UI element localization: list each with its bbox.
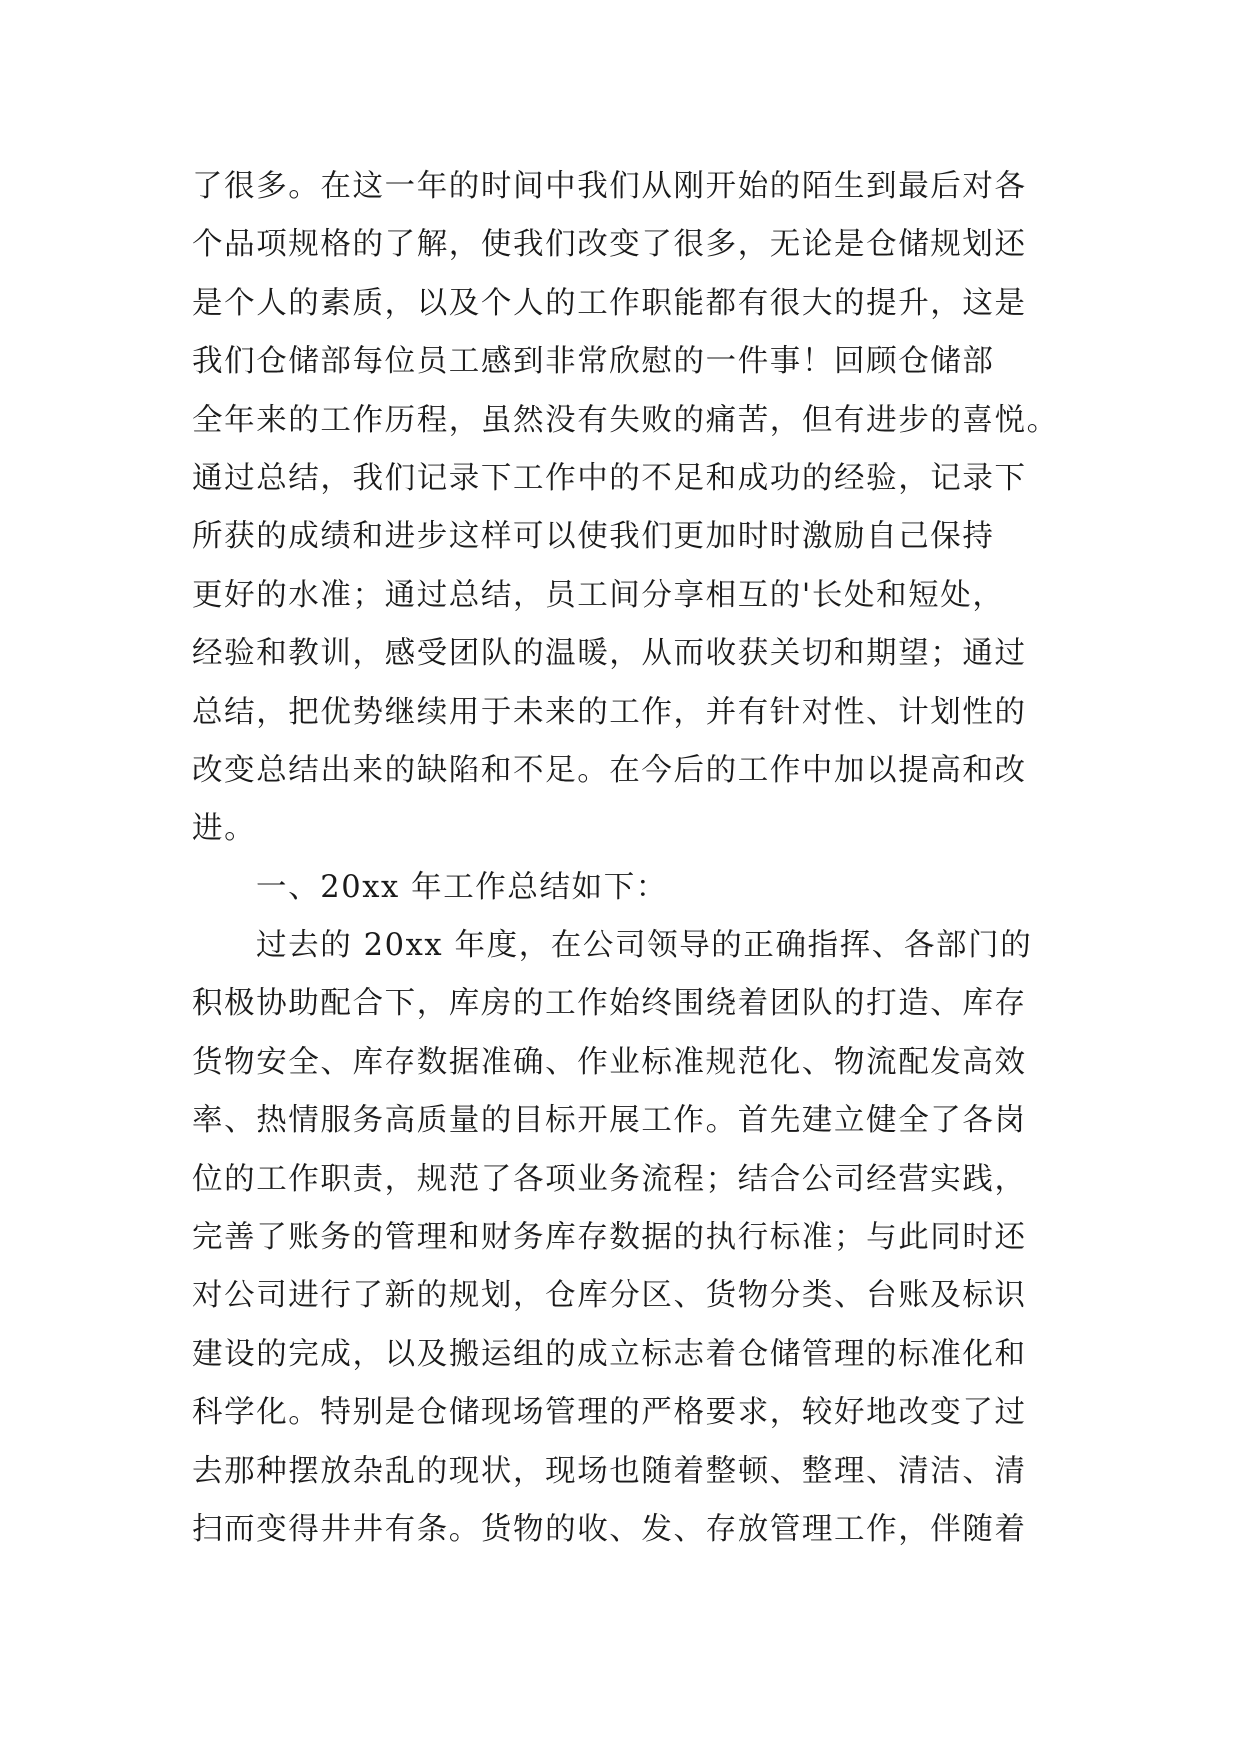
paragraph-first-line: 过去的 20xx 年度，在公司领导的正确指挥、各部门的 — [256, 928, 1033, 964]
text-line: 我们仓储部每位员工感到非常欣慰的一件事！回顾仓储部 — [192, 344, 995, 380]
document-body — [192, 158, 1082, 1559]
text-line: 积极协助配合下，库房的工作始终围绕着团队的打造、库存 — [192, 986, 1027, 1022]
text-line: 个品项规格的了解，使我们改变了很多，无论是仓储规划还 — [192, 227, 1027, 263]
text-line: 是个人的素质，以及个人的工作职能都有很大的提升，这是 — [192, 285, 1027, 321]
text-line: 建设的完成，以及搬运组的成立标志着仓储管理的标准化和 — [192, 1336, 1027, 1372]
text-line: 改变总结出来的缺陷和不足。在今后的工作中加以提高和改 — [192, 752, 1027, 788]
text-line: 更好的水准；通过总结，员工间分享相互的'长处和短处， — [192, 577, 1005, 613]
text-line: 进。 — [192, 811, 257, 847]
text-line: 经验和教训，感受团队的温暖，从而收获关切和期望；通过 — [192, 636, 1027, 672]
text-line: 货物安全、库存数据准确、作业标准规范化、物流配发高效 — [192, 1044, 1027, 1080]
text-line: 科学化。特别是仓储现场管理的严格要求，较好地改变了过 — [192, 1395, 1027, 1431]
text-line: 率、热情服务高质量的目标开展工作。首先建立健全了各岗 — [192, 1103, 1027, 1139]
text-line: 全年来的工作历程，虽然没有失败的痛苦，但有进步的喜悦。 — [192, 402, 1059, 438]
section-heading: 一、20xx 年工作总结如下： — [256, 869, 668, 905]
text-line: 对公司进行了新的规划，仓库分区、货物分类、台账及标识 — [192, 1278, 1027, 1314]
text-line: 总结，把优势继续用于未来的工作，并有针对性、计划性的 — [192, 694, 1027, 730]
text-line: 完善了账务的管理和财务库存数据的执行标准；与此同时还 — [192, 1220, 1027, 1256]
text-line: 位的工作职责，规范了各项业务流程；结合公司经营实践， — [192, 1161, 1027, 1197]
text-line: 所获的成绩和进步这样可以使我们更加时时激励自己保持 — [192, 519, 995, 555]
text-line: 通过总结，我们记录下工作中的不足和成功的经验，记录下 — [192, 460, 1027, 496]
text-line: 去那种摆放杂乱的现状，现场也随着整顿、整理、清洁、清 — [192, 1453, 1027, 1489]
text-line: 扫而变得井井有条。货物的收、发、存放管理工作，伴随着 — [192, 1511, 1027, 1547]
text-line: 了很多。在这一年的时间中我们从刚开始的陌生到最后对各 — [192, 169, 1027, 204]
